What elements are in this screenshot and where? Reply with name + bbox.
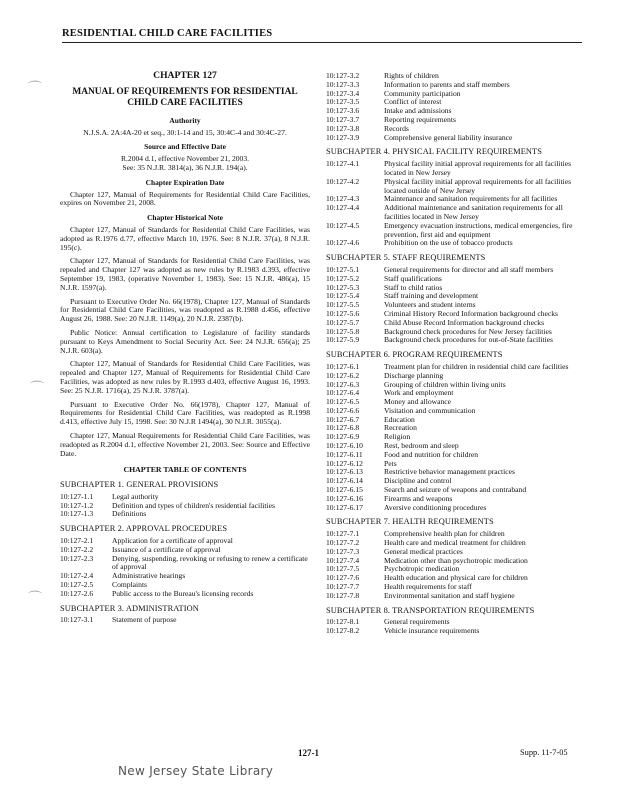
- section-title: Health education and physical care for children: [384, 573, 528, 583]
- toc-entry: [326, 486, 588, 495]
- section-number: 10:127-6.11: [326, 449, 363, 459]
- section-number: 10:127-8.2: [326, 626, 360, 636]
- source-line: See: 35 N.J.R. 3814(a), 36 N.J.R. 194(a).: [122, 162, 248, 172]
- toc-entry: [326, 389, 588, 398]
- section-title: Rest, bedroom and sleep: [384, 441, 459, 451]
- history-paragraph: Chapter 127, Manual of Standards for Residential Child Care Facilities, was repealed and Chapter 127 was adopted as new rules by R.1983 d.393, effective September 19, 1983, (operative November 1, 1983). See: 15 N.J.R. 486(a), 15 N.J.R. 1597(a).: [60, 256, 310, 292]
- section-title: Child Abuse Record Information background checks: [384, 317, 545, 327]
- section-title: Definition and types of children's residential facilities: [112, 500, 275, 510]
- section-title: Additional maintenance and sanitation requirements for all facilities located in New Jersey: [384, 203, 563, 221]
- section-number: 10:127-6.12: [326, 458, 363, 468]
- section-title: Medication other than psychotropic medication: [384, 555, 528, 565]
- history-paragraph: Pursuant to Executive Order No. 66(1978), Chapter 127, Manual of Standards for Residential Child Care Facilities, was readopted as R.1988 d.456, effective August 26, 1988. See: 20 N.J.R. 1149(a), 20 N.J.R. 2387(b).: [60, 296, 310, 324]
- toc-entry: [326, 416, 588, 425]
- section-number: 10:127-5.5: [326, 300, 360, 310]
- history-paragraph: Chapter 127, Manual of Standards for Residential Child Care Facilities, was repealed and Chapter 127, Manual of Requirements for Residential Child Care Facilities, was adopted as new rules by R.1993 d.403, effective August 16, 1993. See: 25 N.J.R. 1716(a), 25 N.J.R. 3787(a).: [60, 359, 310, 395]
- section-title: Complaints: [112, 580, 148, 590]
- section-title: General medical practices: [384, 546, 463, 556]
- toc-entry: [60, 590, 310, 599]
- section-number: 10:127-6.15: [326, 485, 363, 495]
- toc-entry: [326, 468, 588, 477]
- section-title: Statement of purpose: [112, 615, 177, 625]
- section-number: 10:127-2.6: [60, 588, 94, 598]
- section-title: Application for a certificate of approval: [112, 536, 233, 546]
- section-number: 10:127-2.1: [60, 536, 94, 546]
- section-title: Criminal History Record Information background checks: [384, 308, 558, 318]
- section-title: Background check procedures for New Jersey facilities: [384, 326, 552, 336]
- section-number: 10:127-1.3: [60, 509, 94, 519]
- section-title: Work and employment: [384, 388, 454, 398]
- subchapter-heading: SUBCHAPTER 2. APPROVAL PROCEDURES: [60, 524, 228, 534]
- toc-entry: [60, 572, 310, 581]
- section-number: 10:127-7.6: [326, 573, 360, 583]
- toc-entry: [326, 90, 588, 99]
- section-number: 10:127-3.7: [326, 114, 360, 124]
- section-title: General requirements for director and all staff members: [384, 264, 554, 274]
- section-title: Maintenance and sanitation requirements for all facilities: [384, 194, 558, 204]
- toc-entry: [326, 239, 588, 248]
- section-number: 10:127-5.4: [326, 291, 360, 301]
- section-number: 10:127-3.4: [326, 88, 360, 98]
- toc-entry: [60, 555, 310, 573]
- subchapter-heading: SUBCHAPTER 3. ADMINISTRATION: [60, 603, 199, 613]
- section-number: 10:127-5.2: [326, 273, 360, 283]
- section-title: Issuance of a certificate of approval: [112, 544, 221, 554]
- section-number: 10:127-3.5: [326, 97, 360, 107]
- section-number: 10:127-4.3: [326, 194, 360, 204]
- section-title: Physical facility initial approval requirements for all facilities located outside of New Jersey: [384, 176, 572, 195]
- toc-entry: [326, 336, 588, 345]
- toc-right: [326, 148, 588, 636]
- section-number: 10:127-2.4: [60, 571, 94, 581]
- toc-entry: [326, 451, 588, 460]
- section-number: 10:127-7.3: [326, 546, 360, 556]
- section-title: General requirements: [384, 617, 450, 627]
- section-title: Health requirements for staff: [384, 582, 472, 592]
- section-title: Health care and medical treatment for children: [384, 538, 526, 548]
- subchapter-heading: SUBCHAPTER 5. STAFF REQUIREMENTS: [326, 253, 486, 263]
- section-number: 10:127-6.3: [326, 379, 360, 389]
- history-paragraph: Chapter 127, Manual of Standards for Residential Child Care Facilities, was adopted as R.1976 d.77, effective March 10, 1976. See: 8 N.J.R. 37(a), 8 N.J.R. 195(c).: [60, 224, 310, 252]
- section-number: 10:127-6.1: [326, 361, 360, 371]
- section-number: 10:127-6.5: [326, 397, 360, 407]
- section-title: Environmental sanitation and staff hygiene: [384, 590, 515, 600]
- section-number: 10:127-1.1: [60, 491, 94, 501]
- toc-entry: [326, 134, 588, 143]
- authority-heading: Authority: [169, 115, 201, 125]
- toc-entry: [326, 407, 588, 416]
- section-title: Staff qualifications: [384, 273, 442, 283]
- library-stamp: New Jersey State Library: [118, 764, 274, 778]
- subchapter-heading: SUBCHAPTER 8. TRANSPORTATION REQUIREMENTS: [326, 605, 535, 615]
- section-number: 10:127-2.3: [60, 553, 94, 563]
- section-number: 10:127-7.2: [326, 538, 360, 548]
- section-number: 10:127-7.5: [326, 564, 360, 574]
- toc-entry: [326, 178, 588, 196]
- section-title: Public access to the Bureau's licensing records: [112, 588, 254, 598]
- toc-entry: [326, 160, 588, 178]
- source-heading: Source and Effective Date: [144, 142, 226, 152]
- toc-entry: [60, 502, 310, 511]
- source-line: R.2004 d.1, effective November 21, 2003.: [120, 154, 250, 164]
- section-number: 10:127-7.7: [326, 582, 360, 592]
- section-number: 10:127-2.2: [60, 544, 94, 554]
- margin-mark-icon: ⌒: [30, 381, 44, 397]
- section-number: 10:127-3.3: [326, 79, 360, 89]
- history-paragraph: Pursuant to Executive Order No. 66(1978), Chapter 127, Manual of Requirements for Residential Child Care Facilities, was readopted as R.1998 d.413, effective July 15, 1998. See: 30 N.J.R 1494(a), 30 N.J.R. 3055(a).: [60, 399, 310, 427]
- section-number: 10:127-4.1: [326, 159, 360, 169]
- section-title: Search and seizure of weapons and contraband: [384, 485, 527, 495]
- section-number: 10:127-7.4: [326, 555, 360, 565]
- subchapter-heading: SUBCHAPTER 4. PHYSICAL FACILITY REQUIREMENTS: [326, 147, 543, 157]
- supplement-date: Supp. 11-7-05: [520, 748, 568, 757]
- subchapter-heading: SUBCHAPTER 6. PROGRAM REQUIREMENTS: [326, 350, 503, 360]
- section-number: 10:127-7.1: [326, 529, 360, 539]
- section-title: Vehicle insurance requirements: [384, 626, 480, 636]
- section-number: 10:127-6.13: [326, 467, 363, 477]
- section-title: Information to parents and staff members: [384, 79, 510, 89]
- section-title: Administrative hearings: [112, 571, 186, 581]
- margin-mark-icon: ⌒: [28, 81, 42, 97]
- margin-mark-icon: ⌒: [28, 591, 42, 607]
- section-number: 10:127-3.6: [326, 106, 360, 116]
- section-number: 10:127-6.14: [326, 476, 363, 486]
- section-number: 10:127-4.5: [326, 220, 360, 230]
- section-number: 10:127-4.2: [326, 176, 360, 186]
- section-title: Visitation and communication: [384, 405, 476, 415]
- header-rule: [62, 42, 582, 43]
- toc-entry: [326, 222, 588, 240]
- authority-text: N.J.S.A. 2A:4A-20 et seq., 30:1-14 and 15, 30:4C-4 and 30:4C-27.: [83, 127, 287, 137]
- toc-entry: [326, 504, 588, 513]
- section-number: 10:127-6.9: [326, 432, 360, 442]
- toc-entry: [326, 107, 588, 116]
- section-number: 10:127-8.1: [326, 617, 360, 627]
- subchapter-heading: SUBCHAPTER 1. GENERAL PROVISIONS: [60, 480, 219, 490]
- toc-entry: [326, 381, 588, 390]
- section-number: 10:127-3.9: [326, 132, 360, 142]
- section-title: Firearms and weapons: [384, 493, 453, 503]
- section-number: 10:127-6.10: [326, 441, 363, 451]
- chapter-number: CHAPTER 127: [153, 70, 217, 81]
- section-title: Volunteers and student interns: [384, 300, 476, 310]
- toc-entry: [326, 627, 588, 636]
- section-title: Staff training and development: [384, 291, 479, 301]
- section-title: Treatment plan for children in residential child care facilities: [384, 361, 569, 371]
- toc-entry: [60, 510, 310, 519]
- section-title: Conflict of interest: [384, 97, 442, 107]
- section-number: 10:127-5.1: [326, 264, 360, 274]
- section-number: 10:127-7.8: [326, 590, 360, 600]
- section-title: Staff to child ratios: [384, 282, 443, 292]
- section-title: Restrictive behavior management practices: [384, 467, 515, 477]
- toc-heading: CHAPTER TABLE OF CONTENTS: [123, 465, 247, 475]
- chapter-title: MANUAL OF REQUIREMENTS FOR RESIDENTIAL CHILD CARE FACILITIES: [72, 86, 298, 108]
- toc-entry: [326, 204, 588, 222]
- section-number: 10:127-4.6: [326, 238, 360, 248]
- section-title: Recreation: [384, 423, 417, 433]
- section-title: Denying, suspending, revoking or refusing to renew a certificate of approval: [112, 553, 308, 572]
- section-number: 10:127-6.16: [326, 493, 363, 503]
- section-title: Records: [384, 123, 409, 133]
- section-title: Intake and admissions: [384, 106, 452, 116]
- subchapter-heading: SUBCHAPTER 7. HEALTH REQUIREMENTS: [326, 517, 494, 527]
- section-title: Discipline and control: [384, 476, 452, 486]
- section-title: Emergency evacuation instructions, medical emergencies, fire prevention, first aid and equipment: [384, 220, 573, 239]
- section-number: 10:127-3.1: [60, 615, 94, 625]
- history-notes: [60, 226, 310, 458]
- section-title: Food and nutrition for children: [384, 449, 479, 459]
- page-number: 127-1: [298, 748, 319, 758]
- toc-entry: [326, 275, 588, 284]
- section-number: 10:127-4.4: [326, 203, 360, 213]
- section-title: Education: [384, 414, 415, 424]
- section-number: 10:127-6.2: [326, 370, 360, 380]
- section-number: 10:127-6.6: [326, 405, 360, 415]
- history-heading: Chapter Historical Note: [147, 213, 223, 223]
- section-title: Psychotropic medication: [384, 564, 460, 574]
- section-number: 10:127-6.8: [326, 423, 360, 433]
- section-number: 10:127-3.2: [326, 71, 360, 80]
- section-title: Grouping of children within living units: [384, 379, 506, 389]
- section-title: Pets: [384, 458, 397, 468]
- section-number: 10:127-6.7: [326, 414, 360, 424]
- section-title: Rights of children: [384, 71, 439, 80]
- toc-entry: [326, 592, 588, 601]
- left-column: [60, 72, 310, 625]
- history-paragraph: Public Notice: Annual certification to Legislature of facility standards pursuant to Keys Amendment to Social Security Act. See: 24 N.J.R. 656(a); 25 N.J.R. 603(a).: [60, 327, 310, 355]
- section-title: Money and allowance: [384, 397, 452, 407]
- section-number: 10:127-5.6: [326, 308, 360, 318]
- section-number: 10:127-1.2: [60, 500, 94, 510]
- section-number: 10:127-5.3: [326, 282, 360, 292]
- toc-entry: [326, 98, 588, 107]
- toc-subchapter-3-continued: [326, 72, 588, 142]
- section-number: 10:127-6.4: [326, 388, 360, 398]
- toc-left: [60, 481, 310, 625]
- section-number: 10:127-5.7: [326, 317, 360, 327]
- section-number: 10:127-3.8: [326, 123, 360, 133]
- section-title: Prohibition on the use of tobacco products: [384, 238, 513, 248]
- section-title: Background check procedures for out-of-State facilities: [384, 335, 553, 345]
- section-title: Legal authority: [112, 491, 159, 501]
- section-number: 10:127-5.9: [326, 335, 360, 345]
- toc-entry: [326, 116, 588, 125]
- toc-entry: [326, 363, 588, 372]
- section-title: Discharge planning: [384, 370, 444, 380]
- section-title: Reporting requirements: [384, 114, 456, 124]
- section-title: Community participation: [384, 88, 461, 98]
- toc-entry: [60, 616, 310, 625]
- running-header: RESIDENTIAL CHILD CARE FACILITIES: [62, 28, 273, 39]
- section-title: Religion: [384, 432, 411, 442]
- history-paragraph: Chapter 127, Manual Requirements for Residential Child Care Facilities, was readopted as R.2004 d.1, effective November 21, 2003. See: Source and Effective Date.: [60, 430, 310, 458]
- section-title: Aversive conditioning procedures: [384, 502, 487, 512]
- section-number: 10:127-6.17: [326, 502, 363, 512]
- expiration-text: Chapter 127, Manual of Requirements for Residential Child Care Facilities, expires on November 21, 2008.: [60, 189, 310, 208]
- section-title: Comprehensive health plan for children: [384, 529, 505, 539]
- section-title: Physical facility initial approval requirements for all facilities located in New Jersey: [384, 159, 572, 177]
- toc-entry: [326, 424, 588, 433]
- section-title: Comprehensive general liability insurance: [384, 132, 513, 142]
- expiration-heading: Chapter Expiration Date: [145, 177, 225, 187]
- section-number: 10:127-5.8: [326, 326, 360, 336]
- toc-entry: [326, 266, 588, 275]
- section-title: Definitions: [112, 509, 147, 519]
- right-column: [326, 72, 588, 636]
- section-number: 10:127-2.5: [60, 580, 94, 590]
